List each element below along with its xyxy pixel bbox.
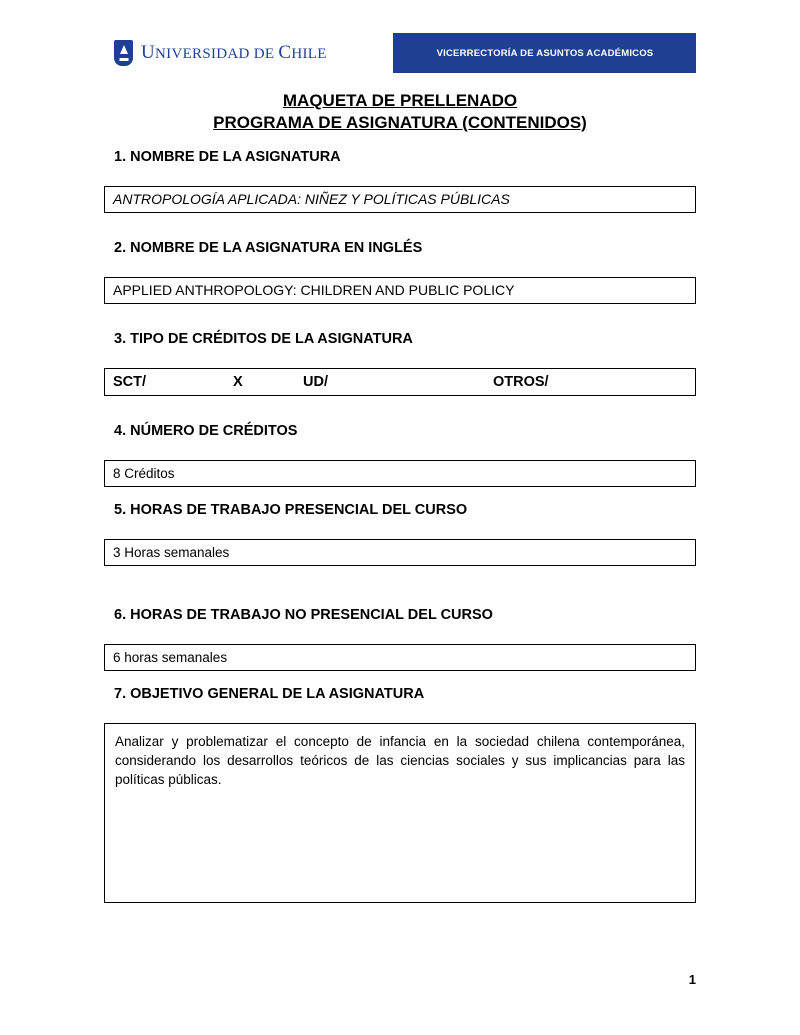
section-4-heading: 4. NÚMERO DE CRÉDITOS <box>114 423 298 439</box>
sct-mark[interactable]: X <box>233 373 243 390</box>
asignatura-nombre-field[interactable]: ANTROPOLOGÍA APLICADA: NIÑEZ Y POLÍTICAS PÚBLICAS <box>104 186 696 213</box>
objetivo-general-field[interactable]: Analizar y problematizar el concepto de infancia en la sociedad chilena contemporánea, considerando los desarrollos teóricos de las ciencias sociales y sus implicancias para las políticas públicas. <box>104 723 696 903</box>
section-2-heading: 2. NOMBRE DE LA ASIGNATURA EN INGLÉS <box>114 240 423 256</box>
section-3-heading: 3. TIPO DE CRÉDITOS DE LA ASIGNATURA <box>114 331 413 347</box>
section-1-heading: 1. NOMBRE DE LA ASIGNATURA <box>114 149 341 165</box>
page-title <box>104 90 696 134</box>
university-branding <box>104 33 394 73</box>
horas-presencial-field[interactable]: 3 Horas semanales <box>104 539 696 566</box>
sct-label: SCT/ <box>113 373 147 390</box>
tipo-creditos-row[interactable] <box>104 368 696 396</box>
page-title-line2: PROGRAMA DE ASIGNATURA (CONTENIDOS) <box>213 113 587 132</box>
header-office-label: VICERRECTORÍA DE ASUNTOS ACADÉMICOS <box>436 47 654 59</box>
document-header <box>104 33 696 73</box>
form-content <box>104 148 696 903</box>
ud-label: UD/ <box>303 373 328 390</box>
section-5-heading: 5. HORAS DE TRABAJO PRESENCIAL DEL CURSO <box>114 502 468 518</box>
section-6-heading: 6. HORAS DE TRABAJO NO PRESENCIAL DEL CURSO <box>114 607 493 623</box>
page-title-line1: MAQUETA DE PRELLENADO <box>282 91 518 110</box>
page-number: 1 <box>688 972 696 987</box>
asignatura-nombre-ingles-field[interactable]: APPLIED ANTHROPOLOGY: CHILDREN AND PUBLIC POLICY <box>104 277 696 304</box>
horas-no-presencial-field[interactable]: 6 horas semanales <box>104 644 696 671</box>
numero-creditos-field[interactable]: 8 Créditos <box>104 460 696 487</box>
university-name: UNIVERSIDAD DE CHILE <box>141 42 327 63</box>
otros-label: OTROS/ <box>493 373 549 390</box>
university-shield-icon <box>114 40 133 66</box>
section-7-heading: 7. OBJETIVO GENERAL DE LA ASIGNATURA <box>114 686 425 702</box>
